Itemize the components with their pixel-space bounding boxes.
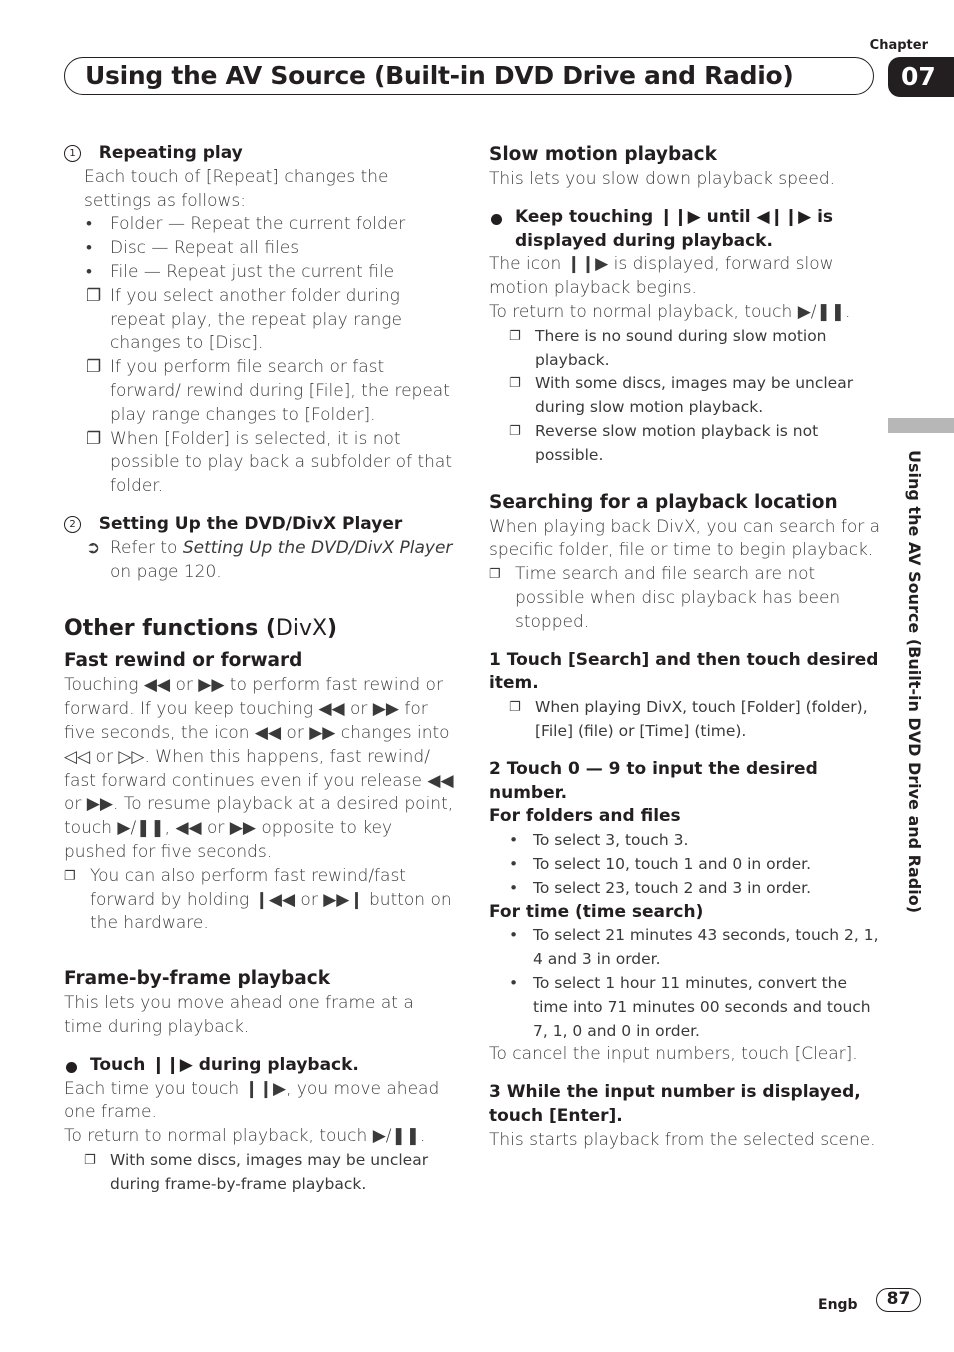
slow-note-1: ❐ There is no sound during slow motion playback.: [509, 326, 827, 369]
frame-step: Touch ❙❙▶ during playback.: [64, 1054, 456, 1078]
step-bullet-icon: [66, 1062, 77, 1073]
page-number: 87: [876, 1288, 921, 1312]
time-search-heading: For time (time search): [489, 901, 704, 922]
search-step-2: 2 Touch 0 — 9 to input the desired number.: [489, 758, 818, 803]
time-bullet-2: • To select 1 hour 11 minutes, convert the time into 71 minutes 00 seconds and touch 7, 1, 0 and 0 in order.: [509, 973, 871, 1040]
language-code: Engb: [818, 1297, 858, 1313]
chapter-number: 07: [888, 57, 954, 97]
fast-rewind-note: ❐ You can also perform fast rewind/fast forward by holding ❙◀◀ or ▶▶❙ button on the hardware.: [64, 865, 452, 934]
slow-note-3: ❐ Reverse slow motion playback is not possible.: [509, 421, 819, 464]
search-step-1: 1 Touch [Search] and then touch desired item.: [489, 649, 879, 694]
repeat-note-2: ❐ If you perform file search or fast forward/ rewind during [File], the repeat play range changes to [Folder].: [86, 357, 450, 425]
fast-rewind-heading: Fast rewind or forward: [64, 650, 303, 672]
folder-bullet-3: • To select 23, touch 2 and 3 in order.: [509, 878, 812, 897]
slow-note-2: ❐ With some discs, images may be unclear during slow motion playback.: [509, 374, 854, 417]
search-heading: Searching for a playback location: [489, 491, 838, 513]
frame-return: To return to normal playback, touch ▶/❚❚.: [64, 1126, 426, 1147]
circled-number-1: 1: [64, 145, 81, 162]
search-step-1-note: ❐ When playing DivX, touch [Folder] (folder), [File] (file) or [Time] (time).: [509, 698, 868, 740]
repeat-bullet-file: • File — Repeat just the current file: [86, 261, 395, 282]
page-title: Using the AV Source (Built-in DVD Drive and Radio): [85, 61, 794, 90]
folder-bullet-1: • To select 3, touch 3.: [509, 831, 689, 850]
reference-link[interactable]: Setting Up the DVD/DivX Player: [182, 537, 453, 558]
frame-body: Each time you touch ❙❙▶, you move ahead one frame.: [64, 1078, 440, 1123]
other-functions-heading: Other functions (DivX): [64, 616, 338, 642]
repeat-note-3: ❐ When [Folder] is selected, it is not possible to play back a subfolder of that folder.: [86, 428, 452, 497]
right-column: [489, 142, 881, 1152]
step-bullet-icon: [491, 214, 502, 225]
repeat-bullet-folder: • Folder — Repeat the current folder: [86, 214, 406, 235]
slow-step: Keep touching ❙❙▶ until ◀❙❙▶ is displayed during playback.: [489, 206, 881, 254]
search-intro: When playing back DivX, you can search for a specific folder, file or time to begin playback.: [489, 516, 881, 561]
search-step-3: 3 While the input number is displayed, touch [Enter].: [489, 1082, 861, 1126]
chapter-label: Chapter: [869, 38, 928, 53]
circled-number-2: 2: [64, 516, 81, 533]
arrow-icon: ➲: [86, 537, 101, 558]
setup-reference: ➲ Refer to Setting Up the DVD/DivX Player on page 120.: [86, 537, 453, 582]
slow-intro: This lets you slow down playback speed.: [489, 169, 836, 189]
repeat-bullet-disc: • Disc — Repeat all files: [86, 238, 300, 259]
fast-rewind-body: Touching ◀◀ or ▶▶ to perform fast rewind or forward. If you keep touching ◀◀ or ▶▶ for five seconds, the icon ◀◀ or ▶▶ changes into ◁◁ or ▷▷. When this happens, fast rewind/ fast forward continues even if you release ◀◀ or ▶▶. To resume playback at a desired point, touch ▶/❚❚, ◀◀ or ▶▶ opposite to key pushed for five seconds.: [64, 675, 454, 862]
slow-body: The icon ❙❙▶ is displayed, forward slow motion playback begins.: [489, 254, 834, 299]
frame-heading: Frame-by-frame playback: [64, 968, 331, 990]
side-tab-marker: [888, 418, 954, 433]
search-end: This starts playback from the selected scene.: [489, 1129, 876, 1150]
frame-note: ❐ With some discs, images may be unclear during frame-by-frame playback.: [84, 1150, 429, 1193]
search-note: ❐ Time search and file search are not possible when disc playback has been stopped.: [489, 564, 841, 632]
setup-heading: 2 Setting Up the DVD/DivX Player: [64, 513, 456, 537]
slow-motion-heading: Slow motion playback: [489, 144, 717, 165]
repeat-note-1: ❐ If you select another folder during repeat play, the repeat play range changes to [Disc].: [86, 285, 402, 354]
folders-files-heading: For folders and files: [489, 806, 681, 827]
folder-bullet-2: • To select 10, touch 1 and 0 in order.: [509, 854, 812, 873]
cancel-text: To cancel the input numbers, touch [Clear].: [489, 1044, 858, 1065]
repeat-intro: Each touch of [Repeat] changes the settings as follows:: [84, 166, 389, 211]
title-bar: [64, 57, 874, 95]
left-column: [64, 142, 456, 1196]
time-bullet-1: • To select 21 minutes 43 seconds, touch 2, 1, 4 and 3 in order.: [509, 926, 879, 969]
side-tab-text: Using the AV Source (Built-in DVD Drive and Radio): [905, 450, 924, 914]
frame-intro: This lets you move ahead one frame at a time during playback.: [64, 993, 414, 1037]
repeat-heading: 1 Repeating play: [64, 142, 456, 166]
slow-return: To return to normal playback, touch ▶/❚❚.: [489, 301, 851, 322]
